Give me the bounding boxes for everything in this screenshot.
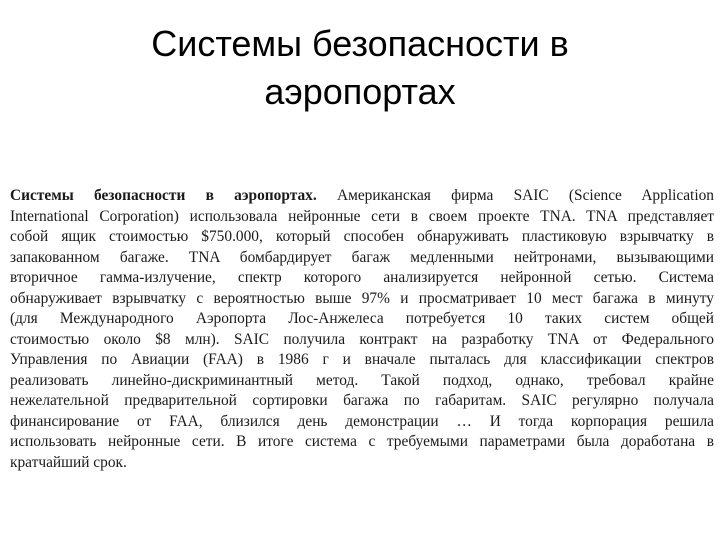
slide-title <box>0 20 720 116</box>
paragraph-line-9: Управления по Авиации (FAA) в 1986 г и вначале пыталась для классификации спектров <box>10 351 714 368</box>
paragraph-line-1 <box>10 186 714 207</box>
paragraph-line-1-text: Американская фирма SAIC (Science Application <box>316 187 714 204</box>
slide-title-line-2: аэропортах <box>264 71 456 112</box>
paragraph-line-11: нежелательной предварительной сортировки багажа по габаритам. SAIC регулярно получала <box>10 392 714 409</box>
paragraph-line-12: финансирование от FAA, близился день демонстрации … И тогда корпорация решила <box>10 412 714 430</box>
paragraph-line-3: собой ящик стоимостью $750.000, который способен обнаруживать пластиковую взрывчатку в <box>10 228 714 245</box>
paragraph-line-7: (для Международного Аэропорта Лос-Анжелеса потребуется 10 таких систем общей <box>10 310 714 327</box>
paragraph-line-5: вторичное гамма-излучение, спектр которого анализируется нейронной сетью. Система <box>10 269 714 286</box>
paragraph-line-10: реализовать линейно-дискриминантный метод. Такой подход, однако, требовал крайне <box>10 371 714 389</box>
paragraph-line-8: стоимостью около $8 млн). SAIC получила контракт на разработку TNA от Федерального <box>10 330 714 348</box>
slide-title-line-1: Системы безопасности в <box>151 23 569 64</box>
paragraph-line-13: использовать нейронные сети. В итоге система с требуемыми параметрами была доработана в <box>10 433 714 450</box>
paragraph-line-14: кратчайший срок. <box>10 453 127 471</box>
paragraph-line-4: запакованном багаже. TNA бомбардирует багаж медленными нейтронами, вызывающими <box>10 248 714 266</box>
paragraph-line-6: обнаруживает взрывчатку с вероятностью выше 97% и просматривает 10 мест багажа в минуту <box>10 289 714 307</box>
paragraph-line-2: International Corporation) использовала нейронные сети в своем проекте TNA. TNA представляет <box>10 207 714 225</box>
body-paragraph <box>10 186 714 473</box>
paragraph-lead: Системы безопасности в аэропортах. <box>10 187 317 204</box>
